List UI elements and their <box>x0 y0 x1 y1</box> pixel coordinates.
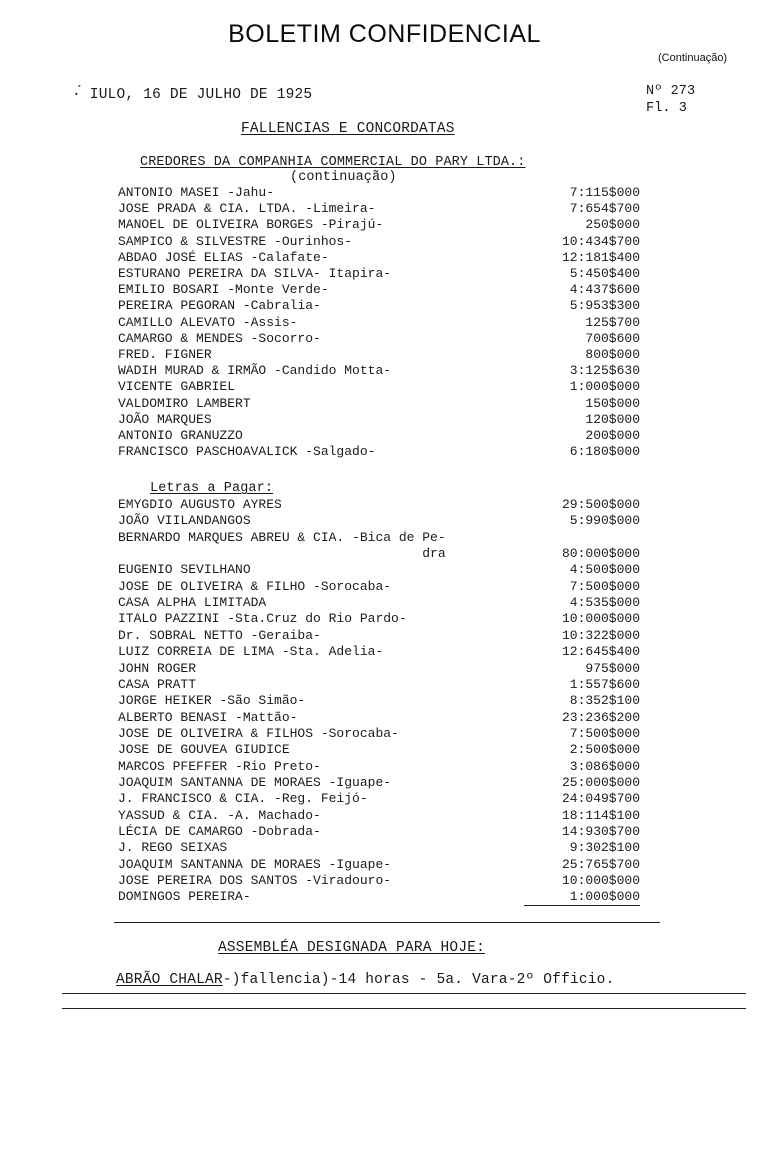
dateline: ·́ IULO, 16 DE JULHO DE 1925 <box>72 87 313 103</box>
list-item <box>0 562 769 578</box>
entry-value: 10:322$000 <box>561 627 640 643</box>
list-item <box>0 759 769 775</box>
entry-value: 7:115$000 <box>569 185 640 200</box>
entry-name: PEREIRA PEGORAN -Cabralia- <box>118 298 321 314</box>
total-underline <box>524 905 640 906</box>
entry-name: Dr. SOBRAL NETTO -Geraiba- <box>118 627 321 643</box>
entry-name: JOSE DE OLIVEIRA & FILHO -Sorocaba- <box>118 578 392 594</box>
list-item <box>0 396 769 412</box>
entry-value: 12:181$400 <box>561 249 640 265</box>
entry-name: ITALO PAZZINI -Sta.Cruz do Rio Pardo- <box>118 611 407 627</box>
list-item <box>0 824 769 840</box>
entry-name: VICENTE GABRIEL <box>118 379 236 395</box>
list-item <box>0 497 769 513</box>
entry-name: EUGENIO SEVILHANO <box>118 562 251 578</box>
list-item <box>0 693 769 709</box>
entry-value: 250$000 <box>585 217 640 233</box>
entry-name: LÉCIA DE CAMARGO -Dobrada- <box>118 824 321 839</box>
entry-value: 1:000$000 <box>569 379 640 395</box>
list-item <box>0 185 769 201</box>
list-item <box>0 791 769 807</box>
entry-name: JORGE HEIKER -São Simão- <box>118 693 306 709</box>
entry-name: ABDAO JOSÉ ELIAS -Calafate- <box>118 249 329 265</box>
entry-value: 6:180$000 <box>569 444 640 460</box>
entry-name: JOSE PEREIRA DOS SANTOS -Viradouro- <box>118 873 392 889</box>
entry-name: VALDOMIRO LAMBERT <box>118 395 251 411</box>
entry-value: 23:236$200 <box>561 709 640 725</box>
creditors-heading: CREDORES DA COMPANHIA COMMERCIAL DO PARY LTDA.: <box>140 155 526 170</box>
list-item <box>0 775 769 791</box>
list-item <box>0 250 769 266</box>
entry-value: 12:645$400 <box>561 644 640 660</box>
entry-name: JOÃO VIILANDANGOS <box>118 513 251 529</box>
list-item <box>0 379 769 395</box>
entry-value: 3:086$000 <box>569 758 640 774</box>
list-item <box>0 579 769 595</box>
entry-name: MANOEL DE OLIVEIRA BORGES -Pirajú- <box>118 217 384 233</box>
list-item <box>0 266 769 282</box>
list-item <box>0 201 769 217</box>
entry-name: JOAQUIM SANTANNA DE MORAES -Iguape- <box>118 774 392 790</box>
entry-name: JOSE PRADA & CIA. LTDA. -Limeira- <box>118 201 376 217</box>
entry-value: 7:654$700 <box>569 201 640 217</box>
entry-value: 14:930$700 <box>561 824 640 839</box>
entry-value: 7:500$000 <box>569 578 640 594</box>
entry-name: ANTONIO MASEI -Jahu- <box>118 185 275 200</box>
entry-value: 25:000$000 <box>561 774 640 790</box>
assembly-entry-rest: -)fallencia)-14 horas - 5a. Vara-2º Officio. <box>222 972 615 988</box>
list-item <box>0 595 769 611</box>
list-item <box>0 546 769 562</box>
entry-name: CAMARGO & MENDES -Socorro- <box>118 330 321 346</box>
entry-value: 800$000 <box>585 347 640 362</box>
list-item <box>0 644 769 660</box>
entry-name: FRED. FIGNER <box>118 347 212 362</box>
entry-name: J. FRANCISCO & CIA. -Reg. Feijó- <box>118 791 368 807</box>
entry-value: 700$600 <box>585 330 640 346</box>
entry-name: JOÃO MARQUES <box>118 411 212 427</box>
entry-value: 10:434$700 <box>561 233 640 249</box>
section-title: FALLENCIAS E CONCORDATAS <box>241 121 455 137</box>
list-item <box>0 217 769 233</box>
entry-name: CASA PRATT <box>118 676 197 692</box>
entry-name: ESTURANO PEREIRA DA SILVA- Itapira- <box>118 266 392 281</box>
entry-value: 24:049$700 <box>561 791 640 807</box>
list-item <box>0 428 769 444</box>
list-item <box>0 298 769 314</box>
list-item <box>0 677 769 693</box>
creditors-subheading: (continuação) <box>290 170 397 185</box>
entry-name: dra <box>118 546 446 562</box>
entry-value: 7:500$000 <box>569 725 640 741</box>
entry-name: CASA ALPHA LIMITADA <box>118 595 267 611</box>
entry-name: EMILIO BOSARI -Monte Verde- <box>118 282 329 298</box>
entry-name: J. REGO SEIXAS <box>118 840 228 856</box>
letters-heading: Letras a Pagar: <box>150 481 274 496</box>
list-item <box>0 628 769 644</box>
list-item <box>0 315 769 331</box>
list-item <box>0 347 769 363</box>
entry-value: 4:535$000 <box>569 595 640 611</box>
assembly-entry <box>116 972 615 988</box>
list-item <box>0 873 769 889</box>
entry-value: 200$000 <box>585 428 640 443</box>
list-item <box>0 513 769 529</box>
list-item <box>0 661 769 677</box>
list-item <box>0 282 769 298</box>
entry-value: 5:953$300 <box>569 298 640 314</box>
continuation-note: (Continuação) <box>658 52 728 64</box>
entry-value: 80:000$000 <box>561 546 640 562</box>
bulletin-number: Nº 273 <box>646 84 696 99</box>
list-item <box>0 611 769 627</box>
entry-value: 8:352$100 <box>569 693 640 709</box>
entry-name: DOMINGOS PEREIRA- <box>118 889 251 905</box>
entry-value: 120$000 <box>585 411 640 427</box>
footer-rule-1 <box>62 993 746 994</box>
list-item <box>0 889 769 905</box>
list-item <box>0 726 769 742</box>
entry-name: ALBERTO BENASI -Mattão- <box>118 709 298 725</box>
entry-value: 5:990$000 <box>569 513 640 529</box>
entry-value: 2:500$000 <box>569 742 640 758</box>
list-item <box>0 412 769 428</box>
entry-value: 1:000$000 <box>569 889 640 905</box>
entry-name: SAMPICO & SILVESTRE -Ourinhos- <box>118 233 353 249</box>
entry-value: 4:500$000 <box>569 562 640 578</box>
list-item <box>0 331 769 347</box>
entry-name: LUIZ CORREIA DE LIMA -Sta. Adelia- <box>118 644 384 660</box>
entry-value: 4:437$600 <box>569 282 640 298</box>
list-item <box>0 808 769 824</box>
list-item <box>0 857 769 873</box>
entry-name: MARCOS PFEFFER -Rio Preto- <box>118 758 321 774</box>
footer-rule-2 <box>62 1008 746 1009</box>
entry-name: JOSE DE GOUVEA GIUDICE <box>118 742 290 758</box>
list-item <box>0 530 769 546</box>
entry-value: 150$000 <box>585 395 640 411</box>
entry-name: JOSE DE OLIVEIRA & FILHOS -Sorocaba- <box>118 725 399 741</box>
entry-value: 18:114$100 <box>561 807 640 823</box>
entry-name: ANTONIO GRANUZZO <box>118 428 243 443</box>
entry-name: BERNARDO MARQUES ABREU & CIA. -Bica de Pe- <box>118 529 446 545</box>
entry-value: 25:765$700 <box>561 856 640 872</box>
entry-name: WADIH MURAD & IRMÃO -Candido Motta- <box>118 363 392 379</box>
entry-value: 10:000$000 <box>561 873 640 889</box>
list-item <box>0 742 769 758</box>
entry-value: 10:000$000 <box>561 611 640 627</box>
entry-name: JOAQUIM SANTANNA DE MORAES -Iguape- <box>118 856 392 872</box>
entry-value: 5:450$400 <box>569 266 640 281</box>
entry-value: 125$700 <box>585 314 640 330</box>
entry-name: CAMILLO ALEVATO -Assis- <box>118 314 298 330</box>
entry-value: 1:557$600 <box>569 676 640 692</box>
assembly-entry-name: ABRÃO CHALAR <box>116 972 223 988</box>
list-item <box>0 840 769 856</box>
entry-value: 3:125$630 <box>569 363 640 379</box>
list-item <box>0 234 769 250</box>
list-item <box>0 444 769 460</box>
section-divider <box>114 922 660 923</box>
entry-name: JOHN ROGER <box>118 660 197 676</box>
entry-value: 29:500$000 <box>561 497 640 512</box>
assembly-heading: ASSEMBLÉA DESIGNADA PARA HOJE: <box>218 940 486 956</box>
list-item <box>0 363 769 379</box>
entry-value: 975$000 <box>585 660 640 676</box>
page-number: Fl. 3 <box>646 101 688 116</box>
entry-name: FRANCISCO PASCHOAVALICK -Salgado- <box>118 444 376 460</box>
page-title: BOLETIM CONFIDENCIAL <box>228 20 541 48</box>
list-item <box>0 710 769 726</box>
entry-name: EMYGDIO AUGUSTO AYRES <box>118 497 282 512</box>
entry-name: YASSUD & CIA. -A. Machado- <box>118 807 321 823</box>
entry-value: 9:302$100 <box>569 840 640 856</box>
